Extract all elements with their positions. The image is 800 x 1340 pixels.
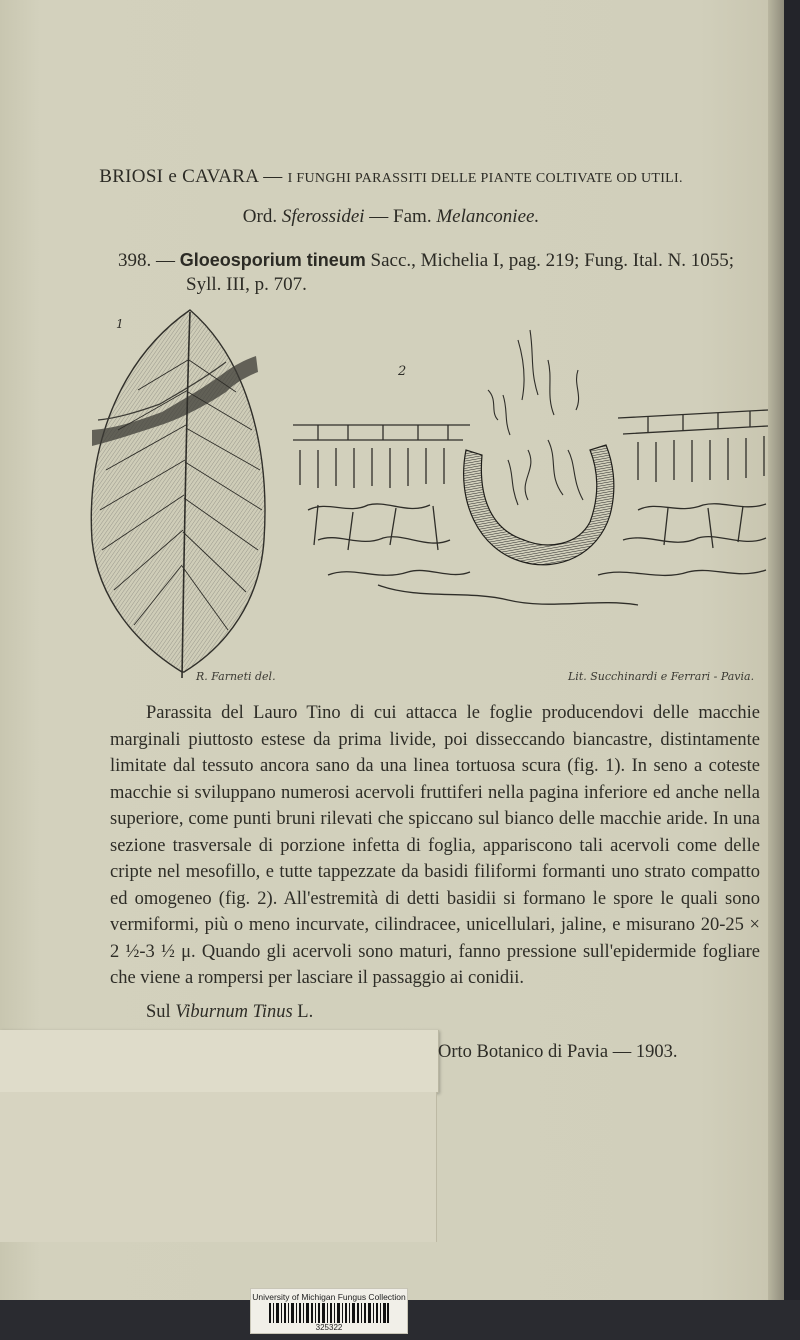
taxonomy-line: Ord. Sferossidei — Fam. Melanconiee. [242,206,540,227]
host-line: Sul Viburnum Tinus L. [146,1002,314,1022]
order-name: Sferossidei [281,206,365,227]
page-header: BRIOSI e CAVARA — I FUNGHI PARASSITI DELLE PIANTE COLTIVATE OD UTILI. [99,166,683,187]
description-paragraph: Parassita del Lauro Tino di cui attacca le foglie producendovi delle macchie marginali piuttosto estese da prima livide, poi disseccando biancastre, distintamente limitate dal tessuto ancora sano da una linea tortuosa scura (fig. 1). In seno a coteste macchie si sviluppano numerosi acervoli fruttiferi nella pagina inferiore ed anche nella superiore, come punti bruni rilevati che spiccano sul bianco delle macchie aride. In una sezione trasversale di porzione infetta di foglia, appariscono tali acervoli come delle cripte nel mesofillo, e tutte tappezzate da basidi filiformi formanti uno strato compatto ed omogeneo (fig. 2). All'estremità di detti basidii si formano le spore le quali sono vermiformi, più o meno incurvate, cilindracee, unicellulari, jaline, e misurano 20-25 × 2 ½-3 ½ μ. Quando gli acervoli sono maturi, fanno pressione sull'epidermide fogliare che viene a rompersi per lasciare il passaggio ai conidii. [110,703,760,988]
collection-barcode-label [250,1288,408,1334]
credit-lithographer: Lit. Succhinardi e Ferrari - Pavia. [568,670,755,683]
species-number: 398. — [118,250,175,271]
species-reference: Sacc., Michelia I, pag. 219; Fung. Ital. N. 1055; [370,250,735,271]
header-title: I FUNGHI PARASSITI DELLE PIANTE COLTIVATE OD UTILI. [287,171,683,186]
barcode-icon [269,1303,389,1323]
header-authors: BRIOSI e CAVARA [99,166,259,187]
barcode-number: 325322 [315,1323,343,1332]
fig1-label: 1 [116,317,124,331]
credit-illustrator: R. Farneti del. [196,670,276,683]
family-name: Melanconiee. [436,206,540,227]
species-reference-2: Syll. III, p. 707. [186,274,307,295]
paper-packet [0,1092,437,1242]
locality-line: Orto Botanico di Pavia — 1903. [438,1042,678,1062]
paper-packet-flap [0,1030,439,1093]
leaf-figure [91,310,265,678]
species-description [110,700,760,992]
section-figure [293,330,768,605]
fig2-label: 2 [398,364,407,379]
species-name: Gloeosporium tineum [179,250,366,270]
host-name: Viburnum Tinus [175,1002,293,1022]
plate-illustration [78,300,778,700]
species-entry [118,248,768,297]
collection-caption: University of Michigan Fungus Collection [252,1292,406,1302]
